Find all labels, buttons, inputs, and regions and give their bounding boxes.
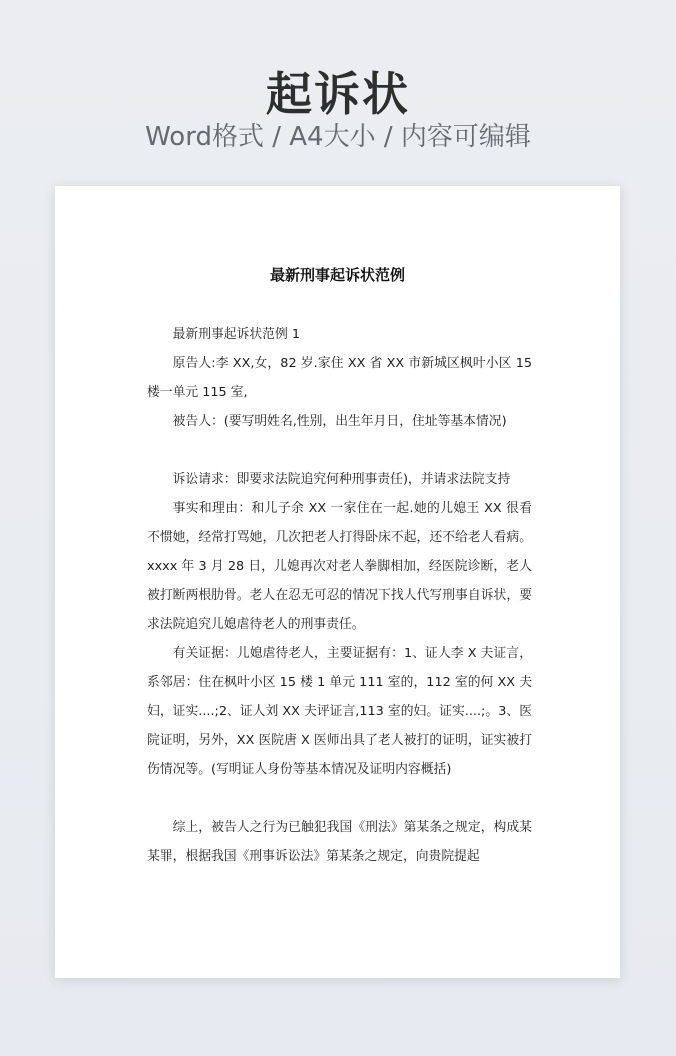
document-sheet	[55, 186, 620, 978]
document-body	[147, 320, 532, 871]
page-title: 起诉状	[266, 67, 410, 121]
document-heading: 最新刑事起诉状范例	[269, 266, 405, 284]
paragraph-example-label: 最新刑事起诉状范例 1	[172, 327, 300, 342]
page-subtitle: Word格式 / A4大小 / 内容可编辑	[145, 122, 531, 152]
paragraph-claims: 诉讼请求：即要求法院追究何种刑事责任)，并请求法院支持	[172, 472, 511, 487]
blank-line	[147, 436, 532, 465]
paragraph-conclusion: 综上，被告人之行为已触犯我国《刑法》第某条之规定，构成某某罪，根据我国《刑事诉讼法》第某条之规定，向贵院提起	[147, 820, 532, 864]
paragraph-plaintiff: 原告人:李 XX,女，82 岁.家住 XX 省 XX 市新城区枫叶小区 15 楼一单元 115 室,	[147, 356, 532, 400]
paragraph-evidence: 有关证据：儿媳虐待老人，主要证据有：1、证人李 X 夫证言，系邻居：住在枫叶小区 15 楼 1 单元 111 室的，112 室的何 XX 夫妇，证实....;2、证人刘 XX 夫评证言,113 室的妇。证实....;。3、医院证明，另外，XX 医院唐 X 医师出具了老人被打的证明，证实被打伤情况等。(写明证人身份等基本情况及证明内容概括)	[147, 646, 532, 777]
paragraph-defendant: 被告人：(要写明姓名,性别，出生年月日，住址等基本情况)	[172, 414, 507, 429]
blank-line	[147, 784, 532, 813]
paragraph-facts: 事实和理由：和儿子余 XX 一家住在一起.她的儿媳王 XX 很看不惯她，经常打骂她，几次把老人打得卧床不起，还不给老人看病。xxxx 年 3 月 28 日，儿媳再次对老人拳脚相加，经医院诊断，老人被打断两根肋骨。老人在忍无可忍的情况下找人代写刑事自诉状，要求法院追究儿媳虐待老人的刑事责任。	[147, 501, 532, 632]
